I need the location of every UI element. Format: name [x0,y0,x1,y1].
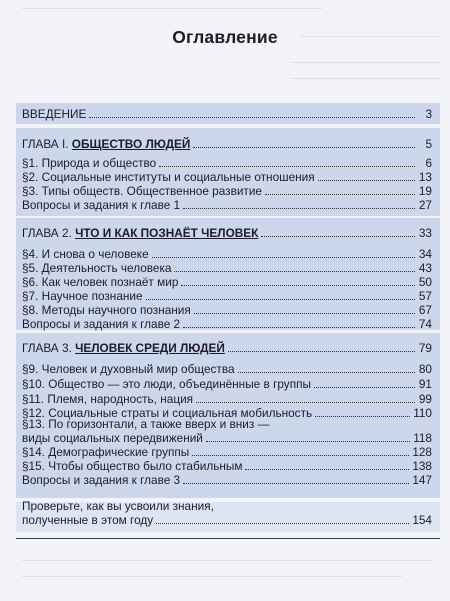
toc-entry-label: §14. Демографические группы [22,445,190,459]
dot-leader [183,208,415,209]
toc-entry[interactable] [22,445,432,459]
toc-entry-label: виды социальных передвижений [22,431,203,445]
toc-page-number: 67 [418,303,432,317]
toc-entry[interactable] [22,198,432,212]
toc-entry-label: §8. Методы научного познания [22,303,191,317]
toc-entry-label: §11. Племя, народность, нация [22,392,194,406]
toc-page-number: 19 [418,184,432,198]
toc-entry-label: §9. Человек и духовный мир общества [22,362,235,376]
dot-leader [194,313,415,314]
toc-page-number: 118 [413,431,432,445]
dot-leader [238,372,415,373]
toc-entry-label: §3. Типы обществ. Общественное развитие [22,184,262,198]
bottom-rule [16,538,440,539]
toc-entry-final[interactable] [22,513,432,527]
toc-entry-label: §5. Деятельность человека [22,261,172,275]
toc-entry-label: §12. Социальные страты и социальная мобильность [22,406,313,420]
toc-entry[interactable] [22,275,432,289]
toc-entry[interactable] [22,317,432,331]
dot-leader [196,402,415,403]
toc-page-number: 34 [418,247,432,261]
toc-page-number: 5 [425,137,432,151]
toc-entry-label: §4. И снова о человеке [22,247,149,261]
toc-page-number: 50 [418,275,432,289]
toc-entry[interactable] [22,431,432,445]
dot-leader [183,327,415,328]
toc-page-number: 57 [418,289,432,303]
toc-entry-label-line1: §13. По горизонтали, а также вверх и вниз — [22,417,270,431]
toc-page-number: 154 [412,513,432,527]
toc-chapter-2[interactable] [22,226,432,240]
toc-entry-label: §1. Природа и общество [22,156,157,170]
toc-entry[interactable] [22,473,432,487]
dot-leader [152,257,415,258]
dot-leader [174,271,415,272]
toc-page-number: 91 [418,377,432,391]
dot-leader [314,387,415,388]
chapter-number: ГЛАВА 3. [22,341,76,355]
toc-entry-label: §7. Научное познание [22,289,143,303]
toc-page-number: 110 [413,406,432,420]
dot-leader [146,299,415,300]
page-title: Оглавление [172,27,278,47]
dot-leader [89,117,415,118]
toc-entry[interactable] [22,289,432,303]
toc-page-number: 43 [418,261,432,275]
dot-leader [156,523,409,524]
toc-entry[interactable] [22,459,432,473]
toc-page-number: 79 [418,341,432,355]
toc-entry[interactable] [22,184,432,198]
toc-chapter-3[interactable] [22,341,432,355]
toc-page-number: 33 [418,226,432,240]
chapter-title: ЧТО И КАК ПОЗНАЁТ ЧЕЛОВЕК [75,226,259,240]
toc-entry[interactable] [22,362,432,376]
chapter-number: ГЛАВА I. [22,137,72,151]
dot-leader [318,180,415,181]
toc-page-number: 27 [418,198,432,212]
toc-page-number: 6 [425,156,432,170]
toc-entry-label: §6. Как человек познаёт мир [22,275,179,289]
dot-leader [183,483,409,484]
toc-page-number: 3 [425,107,432,121]
toc-chapter-1[interactable] [22,137,432,151]
chapter-title: ОБЩЕСТВО ЛЮДЕЙ [71,137,191,151]
toc-entry-label: Вопросы и задания к главе 1 [22,198,181,212]
toc-entry-label: §10. Общество — это люди, объединённые в группы [22,377,311,391]
chapter-title: ЧЕЛОВЕК СРЕДИ ЛЮДЕЙ [75,341,225,355]
dot-leader [245,469,409,470]
toc-page-number: 128 [412,445,432,459]
dot-leader [181,285,415,286]
toc-entry-label: §2. Социальные институты и социальные отношения [22,170,315,184]
toc-entry[interactable] [22,377,432,391]
chapter-number: ГЛАВА 2. [22,226,76,240]
toc-entry-label-line1: Проверьте, как вы усвоили знания, [22,499,214,513]
dot-leader [192,455,409,456]
toc-entry-label: Вопросы и задания к главе 3 [22,473,181,487]
dot-leader [206,441,410,442]
toc-entry[interactable] [22,261,432,275]
toc-page-number: 80 [418,362,432,376]
toc-entry-label: ВВЕДЕНИЕ [22,107,87,121]
toc-page-number: 74 [418,317,432,331]
toc-page-number: 138 [412,459,432,473]
dot-leader [261,236,415,237]
toc-page-number: 99 [418,392,432,406]
dot-leader [159,166,415,167]
toc-entry[interactable] [22,156,432,170]
dot-leader [315,416,410,417]
dot-leader [193,147,415,148]
toc-entry[interactable] [22,170,432,184]
toc-page-number: 147 [412,473,432,487]
toc-entry[interactable] [22,247,432,261]
toc-page-number: 13 [418,170,432,184]
toc-entry-label: Вопросы и задания к главе 2 [22,317,181,331]
toc-entry[interactable] [22,392,432,406]
toc-entry-intro[interactable] [22,107,432,121]
dot-leader [265,194,415,195]
toc-entry[interactable] [22,303,432,317]
toc-entry-label: полученные в этом году [22,513,154,527]
toc-entry-label: §15. Чтобы общество было стабильным [22,459,243,473]
dot-leader [228,351,415,352]
